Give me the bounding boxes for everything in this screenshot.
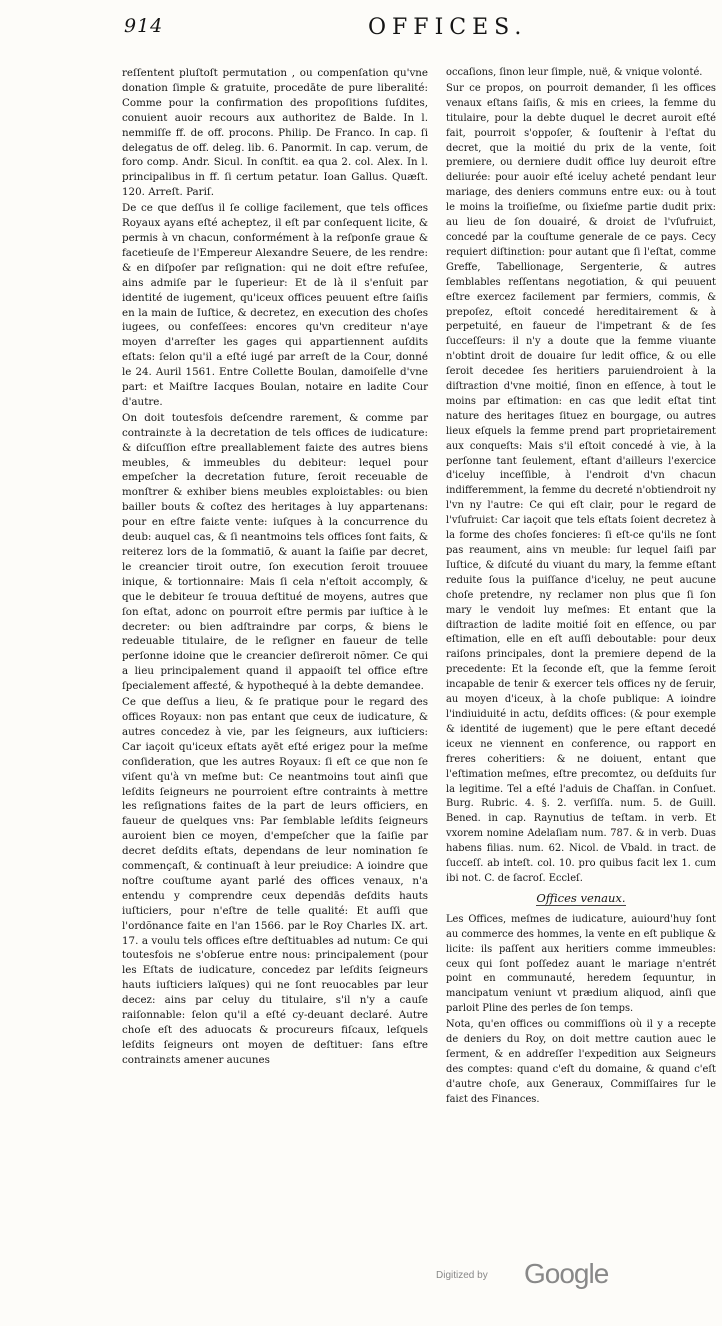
- google-logo: Google: [524, 1258, 609, 1289]
- section-heading-text: Offices venaux.: [536, 890, 626, 905]
- page-title: OFFICES.: [368, 15, 528, 40]
- page-header: [0, 15, 722, 51]
- section-heading: [446, 891, 716, 905]
- left-column: [122, 66, 428, 1068]
- paragraph: On doit toutesfois deſcendre rarement, & comme par contrainɛte à la decretation de tels offices de iudicature: & diſcuſſion eſtre preallablement faiɛte des autres biens meubles, & immeubles du debiteur: lequel pour empeſcher la decretation future, ſeroit receuable de monſtrer & exhiber biens meubles exploiɛtables: ou bien bailler bouts & coſtez des heritages à luy appartenans: pour en eſtre faiɛte vente: iuſques à la concurrence du deub: auquel cas, & ſi neantmoins tels offices ſont faits, & reiterez lors de la ſommatiõ, & auant la ſaiſie par decret, le creancier tiroit outre, ſon execution ſeroit trouuee inique, & tortionnaire: Mais ſi cela n'eſtoit accomply, & que le debiteur ſe trouua deſtitué de moyens, autres que ſon eſtat, adonc on pourroit eſtre permis par iuſtice à le decreter: ou bien adſtraindre par corps, & biens le redeuable titulaire, de le reſigner en faueur de telle perſonne idoine que le creancier deſireroit nõmer. Ce qui a lieu principalement quand il appaoiſt tel office eſtre ſpecialement affeɛté, & hypothequé à la debte demandee.: [122, 411, 428, 693]
- paragraph: De ce que deſſus il ſe collige facilement, que tels offices Royaux ayans eſté acheptez, il eſt par conſequent licite, & permis à vn chacun, conformément à la reſponſe graue & facetieuſe de l'Empereur Alexandre Seuere, de les rendre: & en diſpoſer par reſignation: qui ne doit eſtre refuſee, ains admiſe par le ſuperieur: Et de là il s'enſuit par identité de iugement, qu'iceux offices peuuent eſtre ſaiſis en la main de Iuſtice, & decretez, en execution des choſes iugees, ou confeſſees: encores qu'vn crediteur n'aye moyen d'arreſter les gages qui appartiennent auſdits eſtats: ſelon qu'il a eſté iugé par arreſt de la Cour, donné le 24. Auril 1561. Entre Collette Boulan, damoiſelle d'vne part: et Maiſtre Iacques Boulan, notaire en ladite Cour d'autre.: [122, 202, 428, 408]
- paragraph: occaſions, ſinon leur ſimple, nuë, & vnique volonté.: [446, 67, 703, 78]
- paragraph: Ce que deſſus a lieu, & ſe pratique pour le regard des offices Royaux: non pas entant que ceux de iudicature, & autres concedez à vie, par les ſeigneurs, aux iuſticiers: Car iaçoit qu'iceux eſtats ayēt eſté erigez pour la meſme conſideration, que les autres Royaux: ſi eſt ce que non ſe viſent qu'à vn meſme but: Ce neantmoins tout ainſi que leſdits ſeigneurs ne pourroient eſtre contraints à mettre les reſignations faites de la part de leurs officiers, en faueur de quelques vns: Par ſemblable leſdits ſeigneurs auroient bien ce moyen, d'empeſcher que la ſaiſie par decret deſdits eſtats, dependans de leur nomination ſe commençaſt, & continuaſt à leur preiudice: A ioindre que noſtre couſtume ayant parlé des offices venaux, n'a entendu y comprendre ceux dependās deſdits hauts iuſticiers, pour n'eſtre de telle qualité: Et auſſi que l'ordõnance faite en l'an 1566. par le Roy Charles IX. art. 17. a voulu tels offices eſtre deſtituables ad nutum: Ce qui toutesfois ne s'obſerue entre nous: principalement (pour les Eſtats de iudicature, concedez par leſdits ſeigneurs hauts iuſticiers laïques) qui ne ſont reuocables par leur decez: ains par celuy du titulaire, s'il n'y a cauſe raiſonnable: ſelon qu'il a eſté cy-deuant declaré. Autre choſe eſt des aduocats & procureurs fiſcaux, leſquels leſdits ſeigneurs ont moyen de deſtituer: ſans eſtre contrainɛts amener aucunes: [122, 696, 428, 1066]
- right-column: [446, 66, 716, 1108]
- digitization-watermark: [420, 1258, 720, 1288]
- paragraph: Les Offices, meſmes de iudicature, auiourd'huy ſont au commerce des hommes, la vente en eſt publique & licite: ils paſſent aux heritiers comme immeubles: ceux qui ſont poſſedez auant le mariage n'entrét point en communauté, heredem ſequuntur, in mancipatum veniunt vt prædium aliquod, ainſi que parloit Pline des perles de ſon temps.: [446, 913, 716, 1015]
- page-number: 914: [124, 15, 164, 37]
- paragraph: Nota, qu'en offices ou commiſſions où il y a recepte de deniers du Roy, on doit mettre caution auec le ſerment, & en addreſſer l'expedition aux Seigneurs des comptes: quand c'eſt du domaine, & quand c'eſt d'autre choſe, aux Generaux, Commiſſaires ſur le faiɛt des Finances.: [446, 1019, 716, 1105]
- paragraph: Sur ce propos, on pourroit demander, ſi les offices venaux eſtans ſaiſis, & mis en criees, la femme du titulaire, pour la debte duquel le decret auroit eſté fait, pourroit s'oppoſer, & ſouſtenir à l'eſtat du decret, que la moitié du prix de la vente, ſoit premiere, ou derniere dudit office luy deuroit eſtre deliurée: pour auoir eſté iceluy acheté pendant leur mariage, des deniers communs entre eux: ou à tout le moins la troiſieſme, ou ſixieſme partie dudit prix: au lieu de ſon douairé, & droiɛt de l'vſufruiɛt, concedé par la couſtume generale de ce pays. Cecy requiert diſtinɛtion: pour autant que ſi l'eſtat, comme Greffe, Tabellionage, Sergenterie, & autres ſemblables reſſentans negotiation, & qui peuuent eſtre exercez facilement par fermiers, commis, & prepoſez, eſtoit concedé hereditairement & à perpetuité, en faueur de l'impetrant & de ſes ſucceſſeurs: il n'y a doute que la femme viuante n'obtint droit de douaire ſur ledit office, & ou elle ſeroit decedee ſes heritiers paruiendroient à la diſtraɛtion d'vne moitié, ſinon en eſſence, à tout le moins par eſtimation: en cas que ledit eſtat tint nature des heritages ſituez en bourgage, ou autres lieux eſquels la femme prend part proprietairement aux conqueſts: Mais s'il eſtoit concedé à vie, à la perſonne tant ſeulement, eſtant d'ailleurs l'exercice d'iceluy inceſſible, à l'endroit d'vn chacun indifferemment, la femme du decreté n'obtiendroit ny l'vn ny l'autre: Ce qui eſt clair, pour le regard de l'vſufruiɛt: Car iaçoit que tels eſtats ſoient decretez à la forme des choſes foncieres: ſi eſt-ce qu'ils ne ſont pas reaument, ains vn meuble: ſur lequel ſaiſi par Iuſtice, & diſcuté du viuant du mary, la femme eſtant reduite ſous la puiſſance d'iceluy, ne peut aucune choſe pretendre, ny reclamer non plus que ſi ſon mary le vendoit luy meſmes: Et entant que la diſtraɛtion de ladite moitié ſoit en eſſence, ou par eſtimation, elle en eſt auſſi deboutable: pour deux raiſons principales, dont la premiere depend de la precedente: Et la ſeconde eſt, que la femme ſeroit incapable de tenir & exercer tels offices ny de ſeruir, au moyen d'iceux, à la choſe publique: A ioindre l'indiuiduité in actu, deſdits offices: (& pour exemple & identité de iugement) que le pere eſtant decedé iceux ne viennent en conference, ou rapport en freres coheritiers: & ne doiuent, entant que l'eſtimation meſmes, eſtre precomtez, ou deſduits ſur la legitime. Tel a eſté l'aduis de Chaſſan. in Conſuet. Burg. Rubric. 4. §. 2. verſiſſa. num. 5. de Guill. Bened. in cap. Raynutius de teſtam. in verb. Et vxorem nomine Adelaſiam num. 787. & in verb. Duas habens filias. num. 62. Nicol. de Vbald. in tract. de ſucceſſ. ab inteſt. col. 10. pro quibus facit lex 1. cum ibi not. C. de ſacroſ. Eccleſ.: [446, 82, 716, 884]
- digitized-by-text: Digitized by: [436, 1270, 488, 1281]
- paragraph: reſſentent pluſtoſt permutation , ou compenſation qu'vne donation ſimple & gratuite, procedāte de pure liberalité: Comme pour la confirmation des propoſitions ſuſdites, conuient auoir recours aux authoritez de Balde. In l. nemmiſſe ff. de off. procons. Philip. De Franco. In cap. ſi delegatus de off. deleg. lib. 6. Panormit. In cap. verum, de foro comp. Andr. Sicul. In conſtit. ea qua 2. col. Alex. In l. principalibus in ff. ſi certum petatur. Ioan Gallus. Quæſt. 120. Arreſt. Pariſ.: [122, 67, 428, 199]
